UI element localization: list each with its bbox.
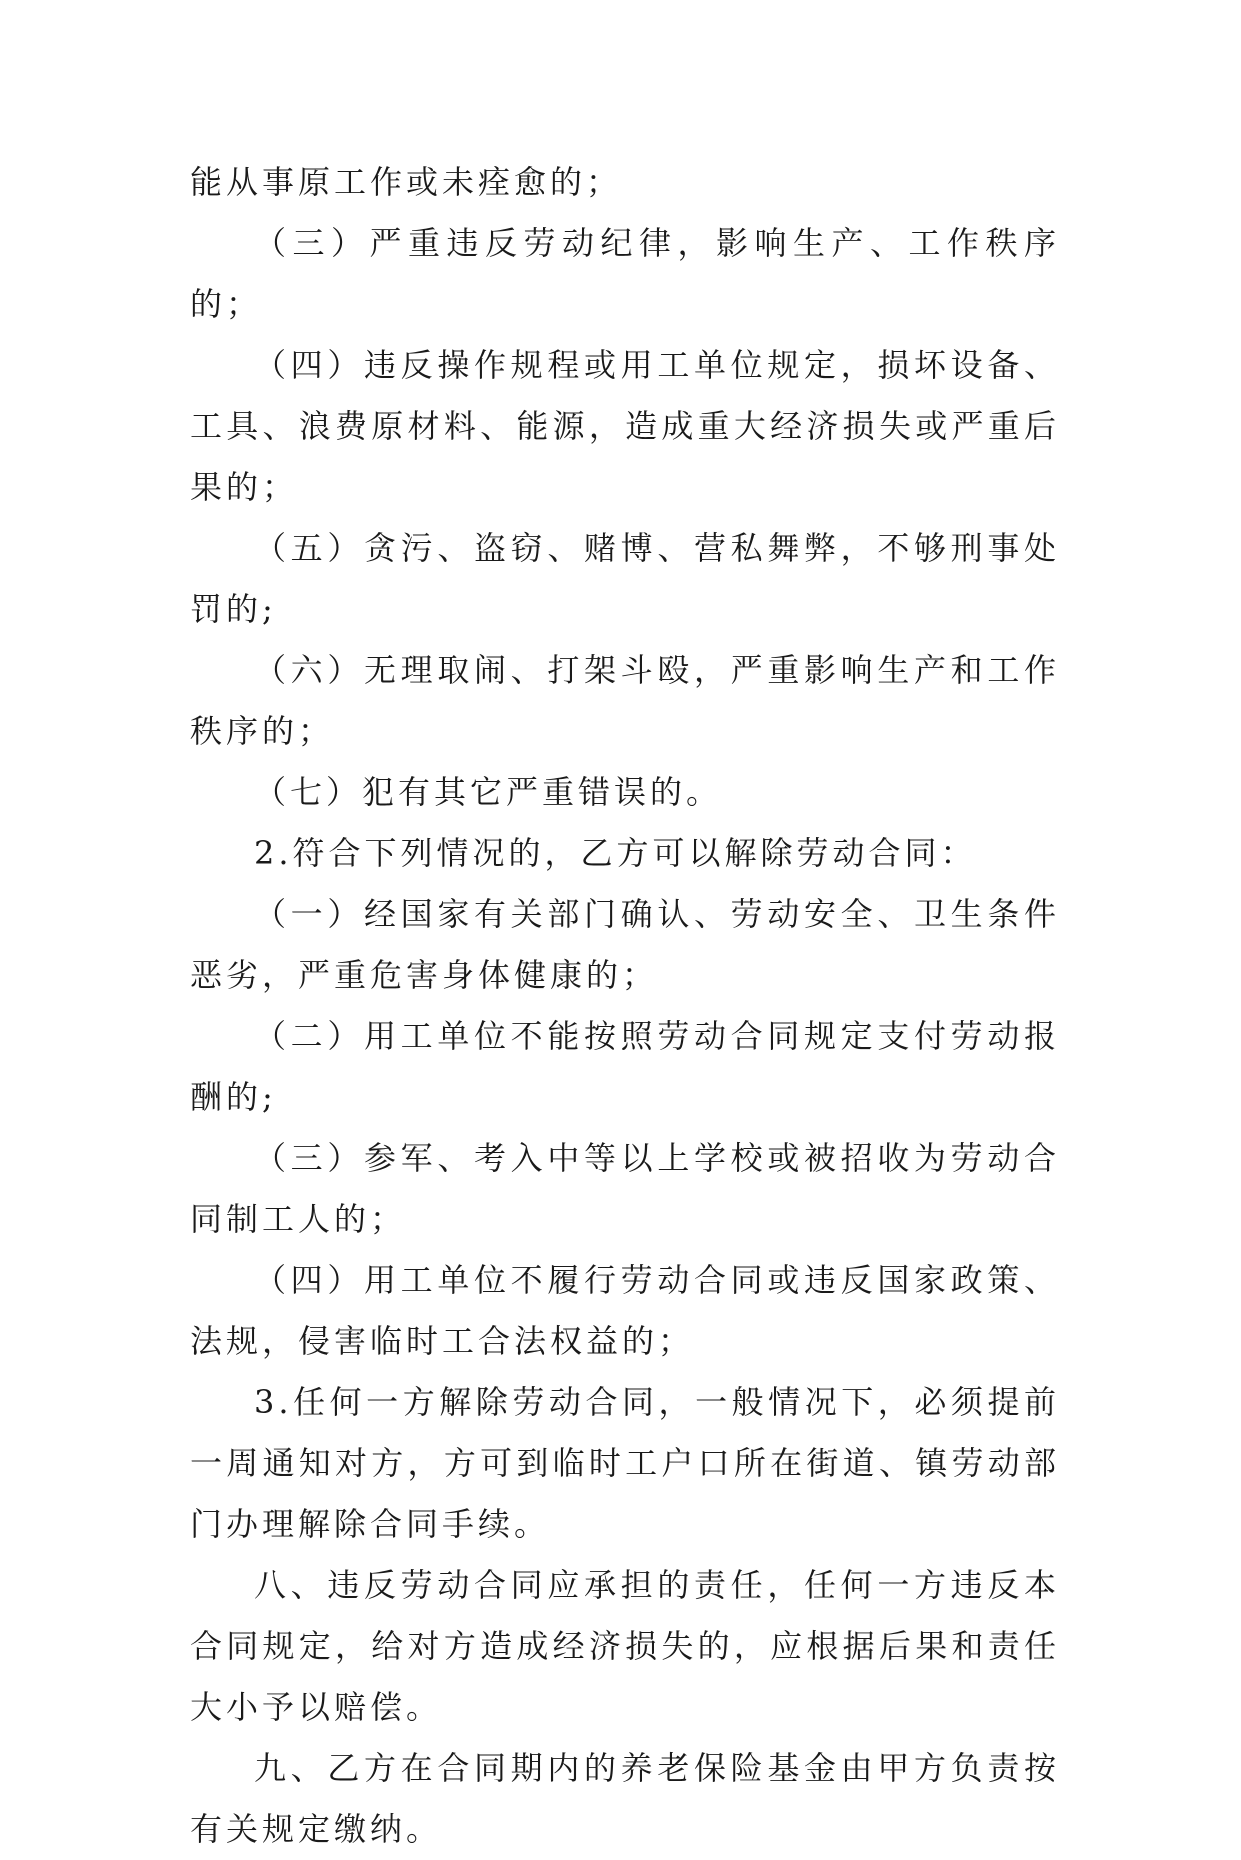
paragraph: （七）犯有其它严重错误的。: [254, 773, 723, 811]
paragraph: （四）违反操作规程或用工单位规定，损坏设备、工具、浪费原材料、能源，造成重大经济损失或严重后果的；: [190, 346, 1060, 506]
paragraph: 2.符合下列情况的，乙方可以解除劳动合同：: [254, 834, 977, 872]
paragraph: （六）无理取闹、打架斗殴，严重影响生产和工作秩序的；: [190, 651, 1060, 750]
paragraph: （五）贪污、盗窃、赌博、营私舞弊，不够刑事处罚的;: [190, 529, 1060, 628]
paragraph: 能从事原工作或未痊愈的；: [190, 163, 623, 201]
paragraph: （三）参军、考入中等以上学校或被招收为劳动合同制工人的；: [190, 1139, 1060, 1238]
paragraph: （三）严重违反劳动纪律，影响生产、工作秩序的；: [190, 224, 1060, 323]
paragraph: （一）经国家有关部门确认、劳动安全、卫生条件恶劣，严重危害身体健康的；: [190, 895, 1060, 994]
paragraph: 3.任何一方解除劳动合同，一般情况下，必须提前一周通知对方，方可到临时工户口所在街道、镇劳动部门办理解除合同手续。: [190, 1383, 1060, 1543]
paragraph: 八、违反劳动合同应承担的责任，任何一方违反本合同规定，给对方造成经济损失的，应根据后果和责任大小予以赔偿。: [190, 1566, 1060, 1726]
paragraph: （四）用工单位不履行劳动合同或违反国家政策、法规，侵害临时工合法权益的；: [190, 1261, 1060, 1360]
paragraph: 九、乙方在合同期内的养老保险基金由甲方负责按有关规定缴纳。: [190, 1749, 1060, 1848]
paragraph: （二）用工单位不能按照劳动合同规定支付劳动报酬的;: [190, 1017, 1060, 1116]
document-body: [190, 152, 1060, 1860]
